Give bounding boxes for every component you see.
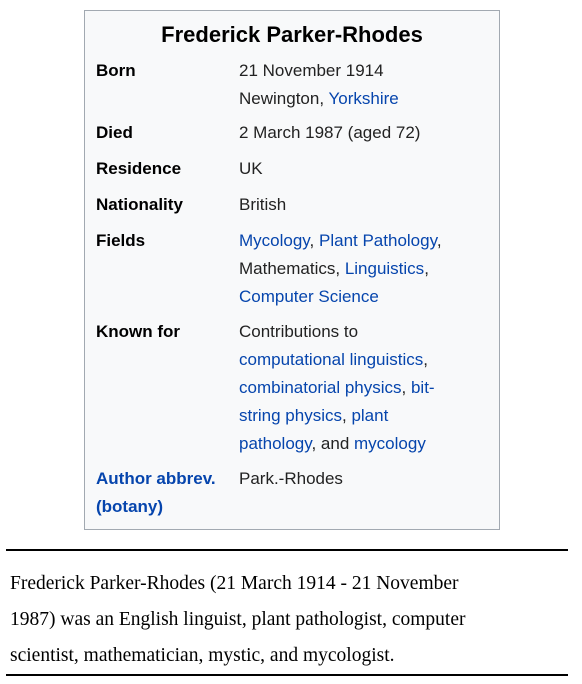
link-computational-linguistics[interactable]: computational linguistics xyxy=(239,350,424,369)
link-plant-pathology-part1[interactable]: plant xyxy=(351,406,389,425)
label-born: Born xyxy=(96,61,136,80)
label-nationality: Nationality xyxy=(96,195,183,214)
known-for-intro: Contributions to xyxy=(239,322,359,341)
separator: , and xyxy=(311,434,355,453)
separator: , xyxy=(341,406,352,425)
fields-mathematics: Mathematics, xyxy=(239,259,345,278)
separator: , xyxy=(401,378,411,397)
value-born xyxy=(239,57,489,113)
label-died: Died xyxy=(96,123,133,142)
bio-line: Frederick Parker-Rhodes (21 March 1914 - 21 November xyxy=(10,573,459,594)
bio-paragraph xyxy=(10,566,576,674)
link-yorkshire[interactable]: Yorkshire xyxy=(328,89,399,108)
infobox-title: Frederick Parker-Rhodes xyxy=(161,22,423,47)
link-combinatorial-physics[interactable]: combinatorial physics xyxy=(239,378,402,397)
infobox xyxy=(84,10,500,530)
link-plant-pathology[interactable]: Plant Pathology xyxy=(319,231,437,250)
link-mycology[interactable]: Mycology xyxy=(239,231,310,250)
bio-line: 1987) was an English linguist, plant pathologist, computer xyxy=(10,609,466,630)
separator: , xyxy=(436,231,442,250)
value-residence: UK xyxy=(239,159,263,178)
label-known-for: Known for xyxy=(96,322,181,341)
link-bit-string-physics-part1[interactable]: bit- xyxy=(410,378,435,397)
value-nationality: British xyxy=(239,195,287,214)
born-place-text: Newington, xyxy=(239,89,329,108)
author-abbrev-label-line1[interactable]: Author abbrev. xyxy=(96,469,216,488)
separator: , xyxy=(423,350,428,369)
bio-top-rule xyxy=(6,549,568,551)
link-linguistics[interactable]: Linguistics xyxy=(344,259,425,278)
value-fields xyxy=(239,227,489,311)
bio-line: scientist, mathematician, mystic, and mycologist. xyxy=(10,645,395,666)
value-died: 2 March 1987 (aged 72) xyxy=(239,123,421,142)
born-place xyxy=(239,85,489,113)
bio-bottom-rule xyxy=(6,674,568,676)
separator: , xyxy=(309,231,319,250)
link-mycology-known-for[interactable]: mycology xyxy=(354,434,426,453)
value-author-abbrev: Park.-Rhodes xyxy=(239,469,343,488)
label-fields: Fields xyxy=(96,231,146,250)
author-abbrev-label-line2[interactable]: (botany) xyxy=(96,497,164,516)
separator: , xyxy=(424,259,429,278)
link-plant-pathology-part2[interactable]: pathology xyxy=(239,434,312,453)
label-residence: Residence xyxy=(96,159,182,178)
link-author-abbrev[interactable] xyxy=(96,465,216,521)
link-computer-science[interactable]: Computer Science xyxy=(239,287,379,306)
value-known-for xyxy=(239,318,489,458)
link-bit-string-physics-part2[interactable]: string physics xyxy=(239,406,342,425)
born-date: 21 November 1914 xyxy=(239,61,384,80)
